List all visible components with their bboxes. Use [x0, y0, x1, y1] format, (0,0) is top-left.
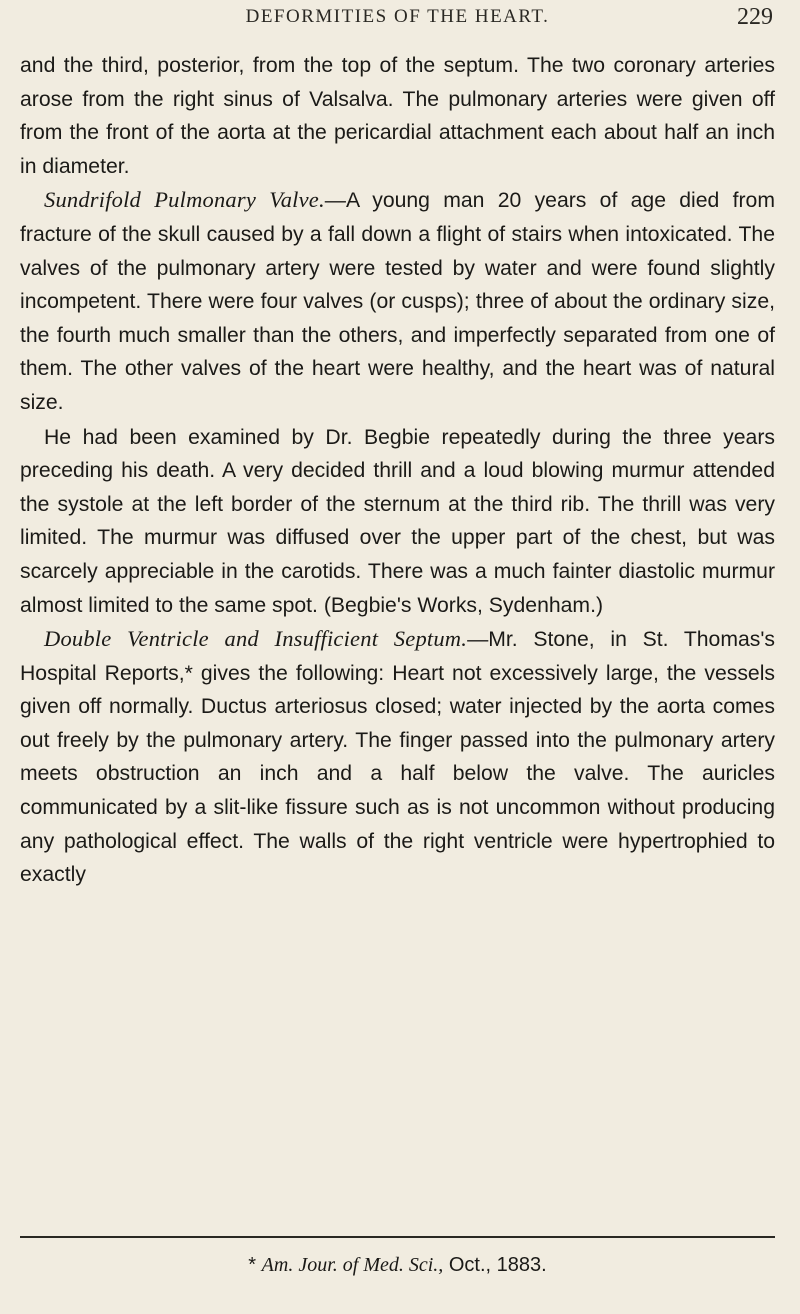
paragraph [20, 48, 775, 183]
footnote-date: Oct., 1883. [443, 1254, 547, 1276]
paragraph-text: and the third, posterior, from the top of the septum. The two coronary arteries arose from the right sinus of Valsalva. The pulmonary arteries were given off from the front of the aorta at the pericardial attachment each about half an inch in diameter. [20, 54, 775, 178]
paragraph [20, 183, 775, 419]
paragraph-text: —Mr. Stone, in St. Thomas's Hospital Reports,* gives the following: Heart not excessively large, the vessels given off normally. Ductus arteriosus closed; water injected by the aorta comes out freely by the pulmonary artery. The finger passed into the pulmonary artery meets obstruction an inch and a half below the valve. The auricles communicated by a slit-like fissure such as is not uncommon without producing any pathological effect. The walls of the right ventricle were hypertrophied to exactly [20, 628, 775, 887]
footnote-marker: * [248, 1254, 257, 1276]
paragraph [20, 420, 775, 623]
paragraph-text: He had been examined by Dr. Begbie repeatedly during the three years preceding his death. A very decided thrill and a loud blowing murmur attended the systole at the left border of the sternum at the third rib. The thrill was very limited. The murmur was diffused over the upper part of the chest, but was scarcely appreciable in the carotids. There was a much fainter diastolic murmur almost limited to the same spot. (Begbie's Works, Sydenham.) [20, 425, 775, 617]
footnote [20, 1254, 775, 1277]
running-title: DEFORMITIES OF THE HEART. [245, 6, 550, 27]
footnote-divider [20, 1236, 775, 1238]
paragraph-heading: Sundrifold Pulmonary Valve. [44, 187, 325, 213]
running-head [20, 0, 775, 40]
body-text [20, 48, 775, 892]
page-number: 229 [737, 4, 773, 30]
footnote-journal: Am. Jour. of Med. Sci., [261, 1254, 444, 1276]
paragraph-text: —A young man 20 years of age died from fracture of the skull caused by a fall down a flight of stairs when intoxicated. The valves of the pulmonary artery were tested by water and were found slightly incompetent. There were four valves (or cusps); three of about the ordinary size, the fourth much smaller than the others, and imperfectly separated from one of them. The other valves of the heart were healthy, and the heart was of natural size. [20, 189, 775, 414]
paragraph-heading: Double Ventricle and Insufficient Septum. [44, 626, 468, 652]
paragraph [20, 622, 775, 892]
